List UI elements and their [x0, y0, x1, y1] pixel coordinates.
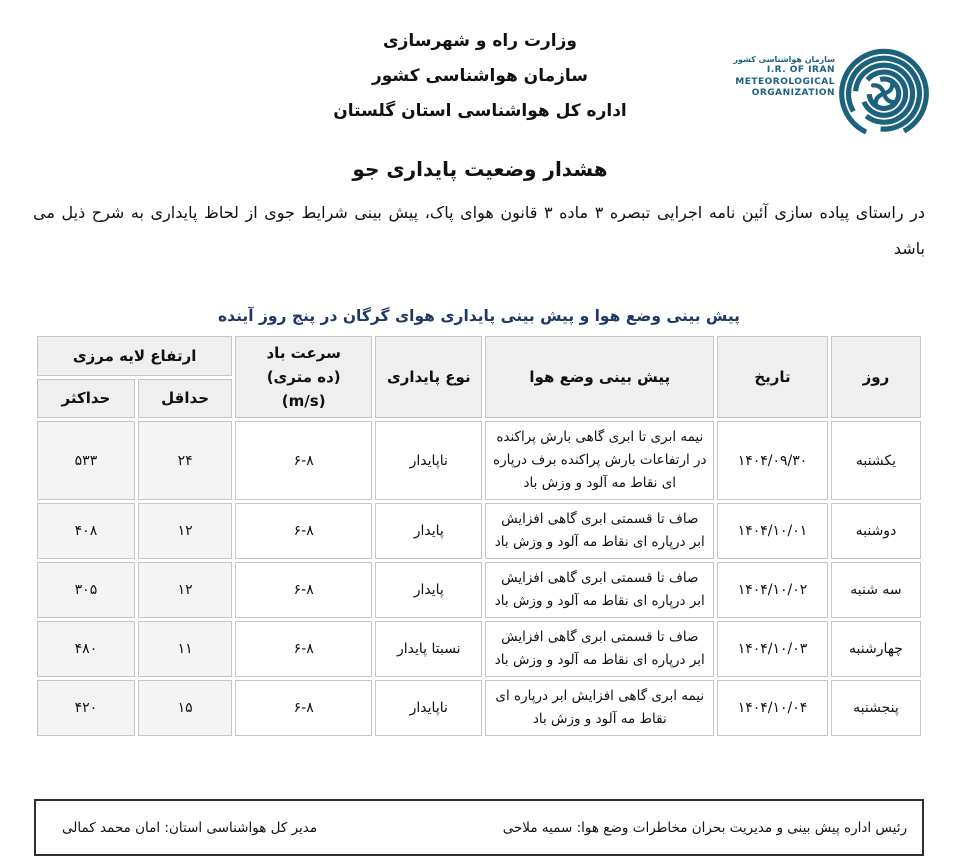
cell-date: ۱۴۰۴/۱۰/۰۴	[717, 680, 828, 736]
cell-stability: نسبتا پایدار	[375, 621, 482, 677]
imo-logo-fa-title: سازمان هواشناسی کشور	[733, 55, 835, 64]
col-header-wind-speed	[235, 336, 372, 418]
imo-logo-text	[733, 54, 835, 100]
cell-stability: ناپایدار	[375, 680, 482, 736]
cell-day: سه شنبه	[831, 562, 921, 618]
province-office-name: اداره کل هواشناسی استان گلستان	[333, 101, 627, 121]
cell-min-height: ۱۲	[138, 562, 232, 618]
organization-name: سازمان هواشناسی کشور	[371, 66, 588, 86]
cell-max-height: ۴۰۸	[37, 503, 135, 559]
col-header-min: حداقل	[138, 379, 232, 419]
cell-forecast: نیمه ابری تا ابری گاهی بارش پراکنده در ارتفاعات بارش پراکنده برف درپاره ای نقاط مه آلود و وزش باد	[485, 421, 714, 500]
cell-forecast: صاف تا قسمتی ابری گاهی افزایش ابر درپاره ای نقاط مه آلود و وزش باد	[485, 503, 714, 559]
cell-stability: پایدار	[375, 562, 482, 618]
imo-logo-en-line3: ORGANIZATION	[751, 88, 835, 98]
cell-max-height: ۴۸۰	[37, 621, 135, 677]
cell-day: چهارشنبه	[831, 621, 921, 677]
spiral-logo-icon	[838, 38, 930, 142]
table-row	[37, 503, 921, 559]
cell-forecast: نیمه ابری گاهی افزایش ابر درپاره ای نقاط مه آلود و وزش باد	[485, 680, 714, 736]
signature-box	[34, 799, 924, 856]
imo-logo	[730, 38, 930, 160]
cell-forecast: صاف تا قسمتی ابری گاهی افزایش ابر درپاره ای نقاط مه آلود و وزش باد	[485, 621, 714, 677]
imo-logo-en-line2: METEOROLOGICAL	[735, 76, 835, 87]
col-header-stability: نوع پایداری	[375, 336, 482, 418]
cell-wind-speed: ۶-۸	[235, 421, 372, 500]
imo-logo-en-line1: I.R. OF IRAN	[766, 65, 835, 75]
wind-header-line3: (m/s)	[281, 392, 326, 410]
col-header-max: حداکثر	[37, 379, 135, 419]
wind-header-line1: سرعت باد	[266, 344, 341, 362]
cell-wind-speed: ۶-۸	[235, 503, 372, 559]
document-title: هشدار وضعیت پایداری جو	[352, 157, 608, 181]
col-header-forecast: پیش بینی وضع هوا	[485, 336, 714, 418]
ministry-name: وزارت راه و شهرسازی	[382, 31, 577, 51]
cell-min-height: ۱۵	[138, 680, 232, 736]
col-header-date: تاریخ	[717, 336, 828, 418]
forecast-table-header	[37, 336, 921, 418]
cell-date: ۱۴۰۴/۱۰/۰۲	[717, 562, 828, 618]
table-row	[37, 421, 921, 500]
table-row	[37, 562, 921, 618]
cell-min-height: ۱۲	[138, 503, 232, 559]
cell-stability: ناپایدار	[375, 421, 482, 500]
document-page	[0, 24, 958, 863]
cell-stability: پایدار	[375, 503, 482, 559]
cell-day: دوشنبه	[831, 503, 921, 559]
col-header-boundary-layer: ارتفاع لایه مرزی	[37, 336, 232, 376]
cell-date: ۱۴۰۴/۱۰/۰۱	[717, 503, 828, 559]
cell-wind-speed: ۶-۸	[235, 562, 372, 618]
cell-max-height: ۵۳۳	[37, 421, 135, 500]
cell-date: ۱۴۰۴/۱۰/۰۳	[717, 621, 828, 677]
forecast-table-body	[37, 421, 921, 736]
cell-wind-speed: ۶-۸	[235, 621, 372, 677]
table-title: پیش بینی وضع هوا و پیش بینی پایداری هوای گرگان در پنج روز آینده	[218, 307, 740, 325]
cell-min-height: ۱۱	[138, 621, 232, 677]
col-header-day: روز	[831, 336, 921, 418]
forecast-table	[34, 333, 924, 739]
cell-day: یکشنبه	[831, 421, 921, 500]
letterhead	[150, 24, 810, 129]
table-row	[37, 680, 921, 736]
cell-forecast: صاف تا قسمتی ابری گاهی افزایش ابر درپاره ای نقاط مه آلود و وزش باد	[485, 562, 714, 618]
cell-day: پنجشنبه	[831, 680, 921, 736]
cell-max-height: ۳۰۵	[37, 562, 135, 618]
intro-paragraph: در راستای پیاده سازی آئین نامه اجرایی تبصره ۳ ماده ۳ قانون هوای پاک، پیش بینی شرایط جوی از لحاظ پایداری به شرح ذیل می باشد	[33, 203, 926, 258]
signature-forecast-head: رئیس اداره پیش بینی و مدیریت بحران مخاطرات وضع هوا: سمیه ملاحی	[502, 819, 907, 836]
cell-date: ۱۴۰۴/۰۹/۳۰	[717, 421, 828, 500]
cell-wind-speed: ۶-۸	[235, 680, 372, 736]
wind-header-line2: (ده متری)	[266, 368, 341, 386]
table-row	[37, 621, 921, 677]
signature-director-general: مدیر کل هواشناسی استان: امان محمد کمالی	[62, 819, 318, 836]
cell-max-height: ۴۲۰	[37, 680, 135, 736]
cell-min-height: ۲۴	[138, 421, 232, 500]
